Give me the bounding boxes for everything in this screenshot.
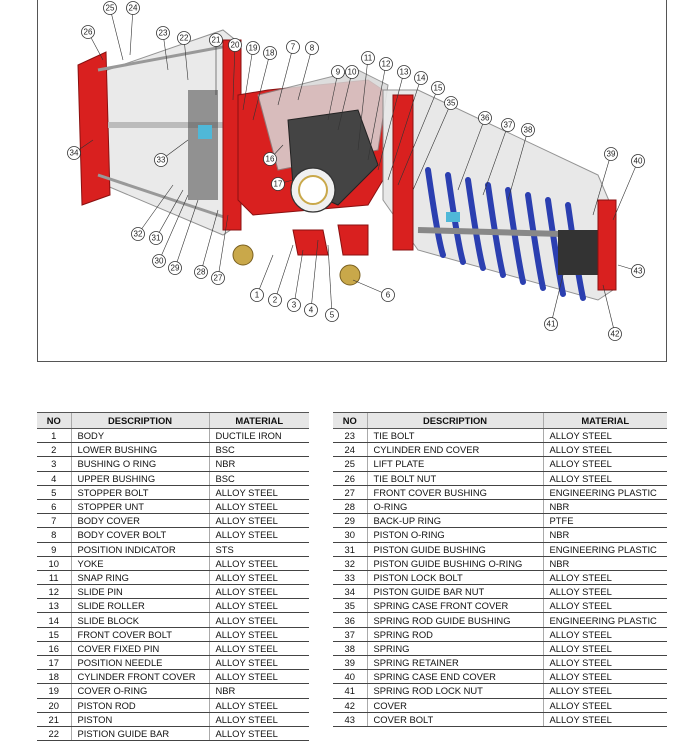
cell-material: ALLOY STEEL [543,670,667,684]
callout-22 [178,32,191,45]
table-row [333,599,667,613]
svg-text:11: 11 [363,53,373,63]
cell-no: 11 [37,570,71,584]
svg-text:19: 19 [248,43,258,53]
cell-description: BODY COVER [71,514,209,528]
cell-material: NBR [543,499,667,513]
cell-material: BSC [209,471,309,485]
svg-text:42: 42 [610,329,620,339]
cell-material: ALLOY STEEL [209,514,309,528]
svg-text:4: 4 [308,305,314,315]
svg-text:41: 41 [546,319,556,329]
callout-14 [415,72,428,85]
cell-description: SPRING ROD LOCK NUT [367,684,543,698]
table-row [37,457,309,471]
svg-text:21: 21 [211,35,221,45]
cell-no: 6 [37,499,71,513]
cell-description: SPRING CASE FRONT COVER [367,599,543,613]
svg-text:25: 25 [105,3,115,13]
cell-no: 12 [37,585,71,599]
callout-26 [82,26,95,39]
cell-no: 2 [37,443,71,457]
callout-16 [264,153,277,166]
cell-material: ALLOY STEEL [209,585,309,599]
cell-material: ENGINEERING PLASTIC [543,613,667,627]
callout-38 [522,124,535,137]
svg-text:18: 18 [265,48,275,58]
table-row [333,684,667,698]
cell-no: 13 [37,599,71,613]
table-row [333,670,667,684]
svg-text:30: 30 [154,256,164,266]
cell-no: 29 [333,514,367,528]
table-row [37,656,309,670]
callout-20 [229,39,242,52]
svg-text:38: 38 [523,125,533,135]
cell-no: 10 [37,556,71,570]
cell-description: COVER FIXED PIN [71,641,209,655]
table-row [333,443,667,457]
cell-description: BACK-UP RING [367,514,543,528]
cell-no: 28 [333,499,367,513]
callout-41 [545,318,558,331]
svg-text:12: 12 [381,59,391,69]
cell-material: ALLOY STEEL [543,627,667,641]
svg-text:9: 9 [335,67,341,77]
cell-description: UPPER BUSHING [71,471,209,485]
cell-description: SLIDE BLOCK [71,613,209,627]
cell-material: ALLOY STEEL [209,570,309,584]
cell-description: PISTON O-RING [367,528,543,542]
cell-description: COVER BOLT [367,712,543,726]
cell-description: SPRING ROD GUIDE BUSHING [367,613,543,627]
cell-description: TIE BOLT [367,429,543,443]
cell-no: 18 [37,670,71,684]
cell-material: NBR [543,528,667,542]
table-row [333,499,667,513]
cell-description: TIE BOLT NUT [367,471,543,485]
cell-description: PISTION GUIDE BAR [71,726,209,740]
table-row [37,599,309,613]
header-material: MATERIAL [543,413,667,429]
cell-no: 16 [37,641,71,655]
callout-8 [306,42,319,55]
cell-no: 33 [333,570,367,584]
callout-9 [332,66,345,79]
cell-no: 23 [333,429,367,443]
cell-description: LOWER BUSHING [71,443,209,457]
cell-description: PISTON [71,712,209,726]
callout-11 [362,52,375,65]
callout-23 [157,27,170,40]
cell-no: 1 [37,429,71,443]
svg-text:43: 43 [633,266,643,276]
actuator-illustration [38,0,668,362]
parts-list-left [37,429,309,741]
cell-description: POSITION INDICATOR [71,542,209,556]
cell-no: 42 [333,698,367,712]
cell-no: 3 [37,457,71,471]
callout-28 [195,266,208,279]
svg-text:8: 8 [309,43,315,53]
callout-2 [269,294,282,307]
table-row [37,556,309,570]
cell-material: ALLOY STEEL [543,684,667,698]
cell-no: 14 [37,613,71,627]
cell-description: YOKE [71,556,209,570]
cell-material: ALLOY STEEL [209,627,309,641]
svg-text:26: 26 [83,27,93,37]
table-row [37,528,309,542]
svg-text:16: 16 [265,154,275,164]
svg-text:1: 1 [254,290,260,300]
svg-text:23: 23 [158,28,168,38]
cell-material: ALLOY STEEL [209,556,309,570]
callout-3 [288,299,301,312]
cell-no: 43 [333,712,367,726]
cell-material: ALLOY STEEL [209,613,309,627]
callout-30 [153,255,166,268]
cell-material: ALLOY STEEL [543,429,667,443]
table-row [333,627,667,641]
parts-table-right [333,412,667,727]
svg-text:24: 24 [128,3,138,13]
callout-39 [605,148,618,161]
table-row [333,528,667,542]
table-row [333,556,667,570]
table-row [37,542,309,556]
cell-material: ALLOY STEEL [543,656,667,670]
svg-text:6: 6 [385,290,391,300]
svg-text:10: 10 [347,67,357,77]
cell-no: 22 [37,726,71,740]
cell-description: BUSHING O RING [71,457,209,471]
table-row [37,485,309,499]
cell-no: 9 [37,542,71,556]
table-row [333,542,667,556]
cell-description: SLIDE PIN [71,585,209,599]
svg-text:39: 39 [606,149,616,159]
table-row [37,670,309,684]
cell-description: SLIDE ROLLER [71,599,209,613]
cell-no: 35 [333,599,367,613]
svg-text:40: 40 [633,156,643,166]
table-row [37,570,309,584]
cell-description: SPRING ROD [367,627,543,641]
callout-42 [609,328,622,341]
cell-description: PISTON GUIDE BAR NUT [367,585,543,599]
cell-material: NBR [209,457,309,471]
callout-17 [272,178,285,191]
cell-no: 39 [333,656,367,670]
callout-32 [132,228,145,241]
svg-text:7: 7 [290,42,296,52]
svg-text:34: 34 [69,148,79,158]
table-row [333,514,667,528]
svg-text:14: 14 [416,73,426,83]
cell-description: POSITION NEEDLE [71,656,209,670]
cell-description: COVER O-RING [71,684,209,698]
cell-no: 41 [333,684,367,698]
cell-material: ALLOY STEEL [209,712,309,726]
spring-cylinder [383,90,616,300]
table-header-row [333,413,667,429]
table-row [333,429,667,443]
table-row [333,471,667,485]
callout-10 [346,66,359,79]
cell-material: ALLOY STEEL [209,499,309,513]
callout-34 [68,147,81,160]
parts-table-left [37,412,309,741]
cell-material: ALLOY STEEL [209,641,309,655]
cell-description: LIFT PLATE [367,457,543,471]
callout-5 [326,309,339,322]
svg-text:33: 33 [156,155,166,165]
svg-text:20: 20 [230,40,240,50]
cell-material: ALLOY STEEL [543,570,667,584]
body-housing [233,67,388,285]
cell-material: ALLOY STEEL [209,670,309,684]
cell-no: 25 [333,457,367,471]
cell-description: PISTON GUIDE BUSHING [367,542,543,556]
svg-text:15: 15 [433,83,443,93]
svg-text:32: 32 [133,229,143,239]
table-row [37,585,309,599]
cell-no: 19 [37,684,71,698]
callout-27 [212,272,225,285]
header-material: MATERIAL [209,413,309,429]
table-row [333,485,667,499]
callout-13 [398,66,411,79]
cell-material: ALLOY STEEL [543,443,667,457]
table-row [333,656,667,670]
cell-no: 27 [333,485,367,499]
svg-text:3: 3 [291,300,297,310]
callout-40 [632,155,645,168]
cell-description: STOPPER UNT [71,499,209,513]
cell-no: 21 [37,712,71,726]
cell-no: 20 [37,698,71,712]
callout-7 [287,41,300,54]
cell-no: 37 [333,627,367,641]
cell-description: PISTON LOCK BOLT [367,570,543,584]
cell-description: PISTON ROD [71,698,209,712]
callout-43 [632,265,645,278]
svg-text:5: 5 [329,310,335,320]
cell-no: 32 [333,556,367,570]
svg-text:28: 28 [196,267,206,277]
svg-text:27: 27 [213,273,223,283]
callout-36 [479,112,492,125]
cell-no: 36 [333,613,367,627]
cell-description: SNAP RING [71,570,209,584]
table-row [37,698,309,712]
cell-no: 8 [37,528,71,542]
callout-19 [247,42,260,55]
cell-no: 26 [333,471,367,485]
cell-material: ALLOY STEEL [543,585,667,599]
cell-material: ALLOY STEEL [543,698,667,712]
cell-material: STS [209,542,309,556]
callout-24 [127,2,140,15]
table-row [37,429,309,443]
cell-description: SPRING CASE END COVER [367,670,543,684]
cell-material: ALLOY STEEL [209,726,309,740]
svg-text:36: 36 [480,113,490,123]
cell-description: FRONT COVER BOLT [71,627,209,641]
cell-material: ALLOY STEEL [543,712,667,726]
cell-no: 15 [37,627,71,641]
cell-description: BODY [71,429,209,443]
callout-31 [150,232,163,245]
table-row [37,641,309,655]
cell-material: ALLOY STEEL [543,471,667,485]
cell-material: ALLOY STEEL [543,599,667,613]
table-row [333,698,667,712]
cell-material: BSC [209,443,309,457]
cell-description: PISTON GUIDE BUSHING O-RING [367,556,543,570]
cell-material: ALLOY STEEL [209,528,309,542]
cell-description: CYLINDER END COVER [367,443,543,457]
svg-text:37: 37 [503,120,513,130]
header-description: DESCRIPTION [71,413,209,429]
table-row [37,712,309,726]
cell-description: O-RING [367,499,543,513]
cell-no: 34 [333,585,367,599]
cell-description: COVER [367,698,543,712]
table-row [37,684,309,698]
table-row [37,499,309,513]
table-header-row [37,413,309,429]
table-row [333,712,667,726]
svg-text:29: 29 [170,263,180,273]
svg-text:31: 31 [151,233,161,243]
cell-description: BODY COVER BOLT [71,528,209,542]
table-row [333,570,667,584]
cell-no: 4 [37,471,71,485]
cell-material: ENGINEERING PLASTIC [543,485,667,499]
table-row [37,613,309,627]
callout-25 [104,2,117,15]
table-row [333,613,667,627]
table-row [37,726,309,740]
cell-material: NBR [543,556,667,570]
cell-no: 31 [333,542,367,556]
cell-description: CYLINDER FRONT COVER [71,670,209,684]
callout-1 [251,289,264,302]
callout-4 [305,304,318,317]
header-description: DESCRIPTION [367,413,543,429]
callout-29 [169,262,182,275]
callout-33 [155,154,168,167]
callout-12 [380,58,393,71]
cell-material: NBR [209,684,309,698]
cell-no: 40 [333,670,367,684]
table-row [333,457,667,471]
cell-description: SPRING [367,641,543,655]
header-no: NO [333,413,367,429]
cell-description: FRONT COVER BUSHING [367,485,543,499]
parts-list-right [333,429,667,727]
cell-material: ALLOY STEEL [209,485,309,499]
cell-material: PTFE [543,514,667,528]
cell-material: ALLOY STEEL [209,599,309,613]
svg-text:35: 35 [446,98,456,108]
cell-material: ALLOY STEEL [543,457,667,471]
table-row [37,443,309,457]
svg-text:2: 2 [272,295,278,305]
cell-no: 5 [37,485,71,499]
cell-description: SPRING RETAINER [367,656,543,670]
cell-description: STOPPER BOLT [71,485,209,499]
table-row [333,585,667,599]
table-row [37,471,309,485]
cell-no: 24 [333,443,367,457]
callout-35 [445,97,458,110]
table-row [37,514,309,528]
callout-18 [264,47,277,60]
cell-material: ALLOY STEEL [209,698,309,712]
cell-no: 30 [333,528,367,542]
callout-6 [382,289,395,302]
svg-text:13: 13 [399,67,409,77]
cell-material: ALLOY STEEL [209,656,309,670]
exploded-diagram [37,0,667,362]
cell-material: ALLOY STEEL [543,641,667,655]
cell-no: 7 [37,514,71,528]
callout-21 [210,34,223,47]
table-row [333,641,667,655]
callout-15 [432,82,445,95]
table-row [37,627,309,641]
cell-no: 38 [333,641,367,655]
cell-material: DUCTILE IRON [209,429,309,443]
svg-text:17: 17 [273,179,283,189]
header-no: NO [37,413,71,429]
callout-37 [502,119,515,132]
svg-text:22: 22 [179,33,189,43]
cell-material: ENGINEERING PLASTIC [543,542,667,556]
cell-no: 17 [37,656,71,670]
